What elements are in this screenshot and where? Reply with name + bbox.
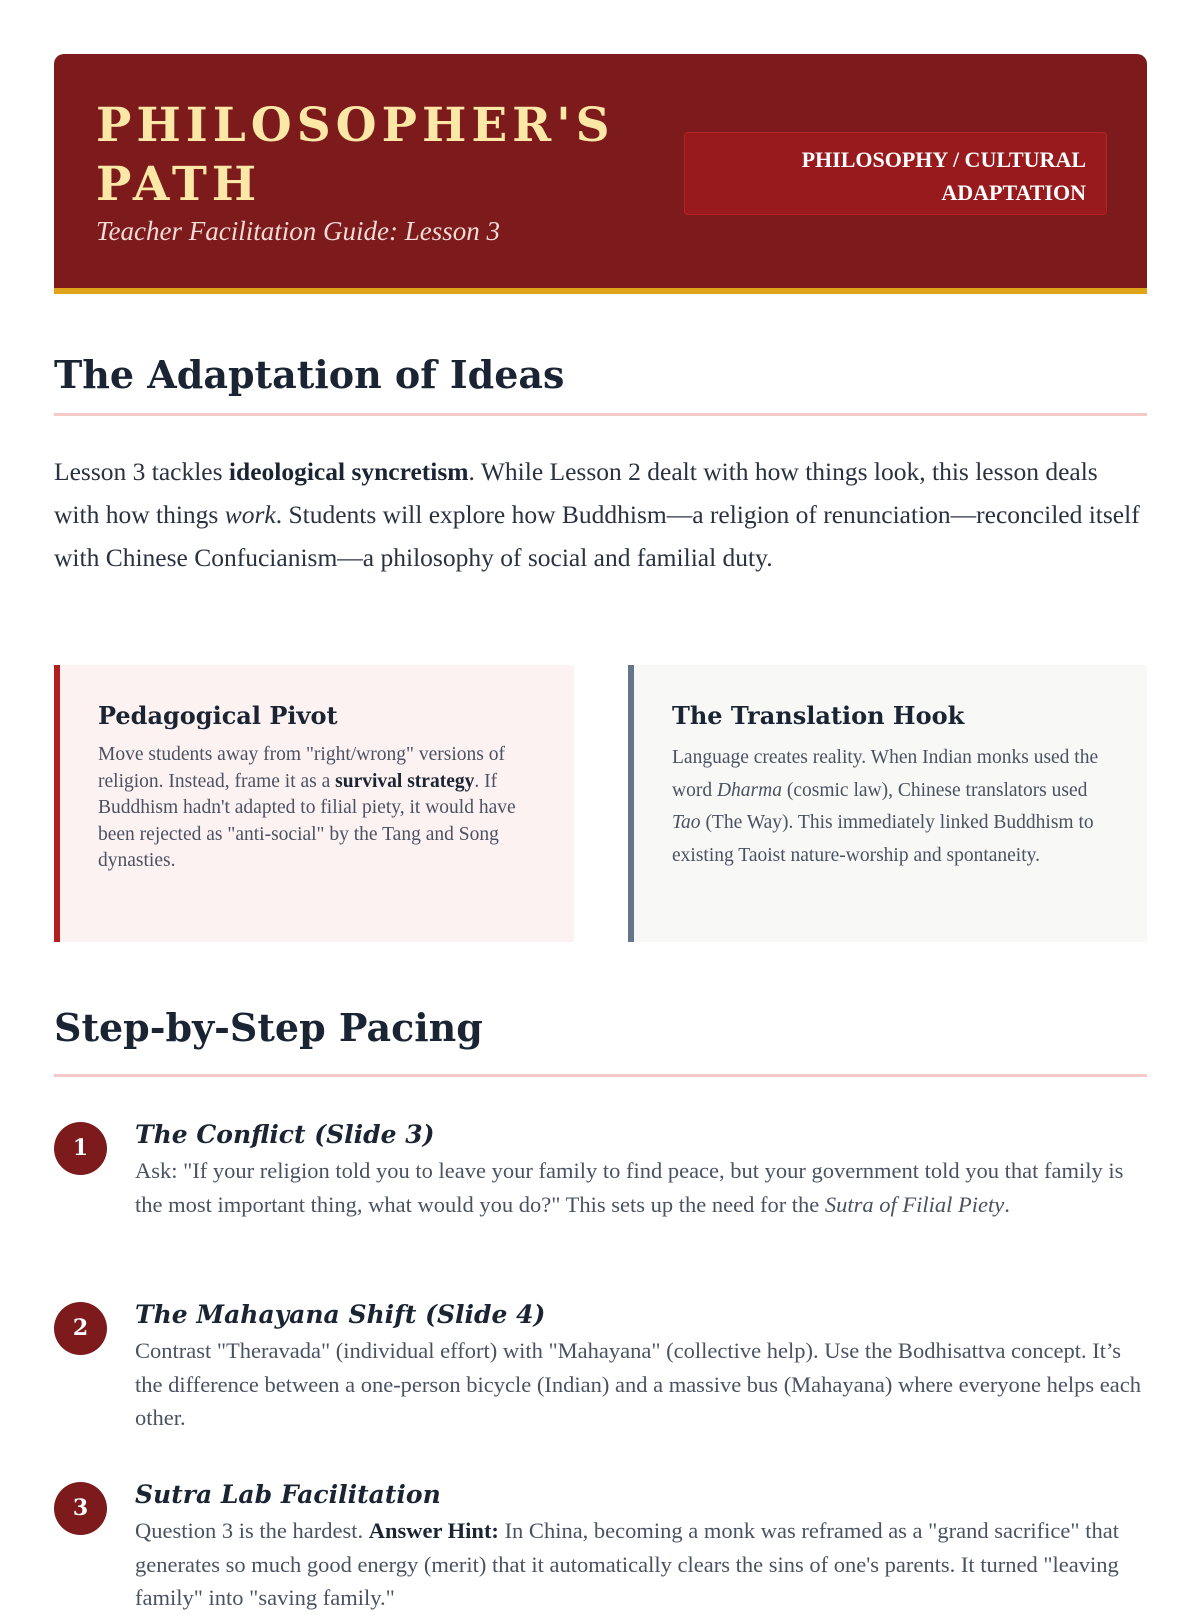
intro-italic-term: work <box>224 500 276 529</box>
step-description <box>135 1514 1147 1615</box>
intro-bold-term: ideological syncretism <box>228 457 469 486</box>
callout-italic-dharma: Dharma <box>716 779 782 801</box>
step-description: Contrast "Theravada" (individual effort) with "Mahayana" (collective help). Use the Bodhisattva concept. It’s the difference between a one-person bicycle (Indian) and a massive bus (Mahayana) where everyone helps each other. <box>135 1338 1141 1430</box>
intro-text-1: Lesson 3 tackles <box>54 457 229 486</box>
callout-text-2: . If Buddhism hadn't adapted to filial piety, it would have been rejected as "anti-social" by the Tang and Song dynasties. <box>98 770 516 871</box>
callout-italic-tao: Tao <box>672 812 701 833</box>
intro-text-3: . Students will explore how Buddhism—a religion of renunciation—reconciled itself with Chinese Confucianism—a philosophy of social and familial duty. <box>54 500 1140 572</box>
section-heading-adaptation: The Adaptation of Ideas <box>54 352 1147 416</box>
step-number-badge: 3 <box>54 1482 107 1535</box>
step-number-badge: 2 <box>54 1302 107 1355</box>
callout-bold-term: survival strategy <box>335 770 475 792</box>
step-description <box>135 1154 1147 1221</box>
callout-text-2: (cosmic law), Chinese translators used <box>781 779 1088 801</box>
step-text-2: In China, becoming a monk was reframed as a "grand sacrifice" that generates so much good energy (merit) that it automatically clears the sins of one's parents. It turned "leaving family" into "saving family." <box>135 1518 1119 1610</box>
callout-title: Pedagogical Pivot <box>98 701 338 730</box>
intro-text-2: . While Lesson 2 dealt with how things look, this lesson deals with how things <box>54 457 1098 529</box>
header-banner <box>54 54 1147 294</box>
callout-text-1: Move students away from "right/wrong" versions of religion. Instead, frame it as a <box>98 744 505 792</box>
callout-text-3: (The Way). This immediately linked Buddhism to existing Taoist nature-worship and spontaneity. <box>672 812 1094 866</box>
callout-title: The Translation Hook <box>672 701 965 730</box>
subject-tag-badge: PHILOSOPHY / CULTURAL ADAPTATION <box>684 132 1107 215</box>
guide-subtitle: Teacher Facilitation Guide: Lesson 3 <box>96 216 500 246</box>
step-title: The Conflict (Slide 3) <box>135 1120 435 1149</box>
step-text-1: Ask: "If your religion told you to leave your family to find peace, but your government told you that family is the most important thing, what would you do?" This sets up the need for the <box>135 1158 1124 1217</box>
callout-translation-hook <box>628 665 1147 942</box>
step-title: The Mahayana Shift (Slide 4) <box>135 1300 546 1329</box>
step-bold-hint: Answer Hint: <box>368 1518 499 1543</box>
callout-body <box>672 742 1107 872</box>
brand-title: PHILOSOPHER'S PATH <box>96 98 615 212</box>
step-number-badge: 1 <box>54 1122 107 1175</box>
step-text-2: . <box>1004 1191 1010 1217</box>
intro-paragraph <box>54 450 1147 579</box>
callout-pedagogical-pivot <box>54 665 574 942</box>
callout-text-1: Language creates reality. When Indian monks used the word <box>672 747 1099 801</box>
section-heading-pacing: Step-by-Step Pacing <box>54 1005 1147 1077</box>
callout-body <box>98 742 534 875</box>
step-title: Sutra Lab Facilitation <box>135 1480 441 1509</box>
step-text-1: Question 3 is the hardest. <box>135 1518 369 1543</box>
step-italic-term: Sutra of Filial Piety <box>824 1191 1005 1217</box>
